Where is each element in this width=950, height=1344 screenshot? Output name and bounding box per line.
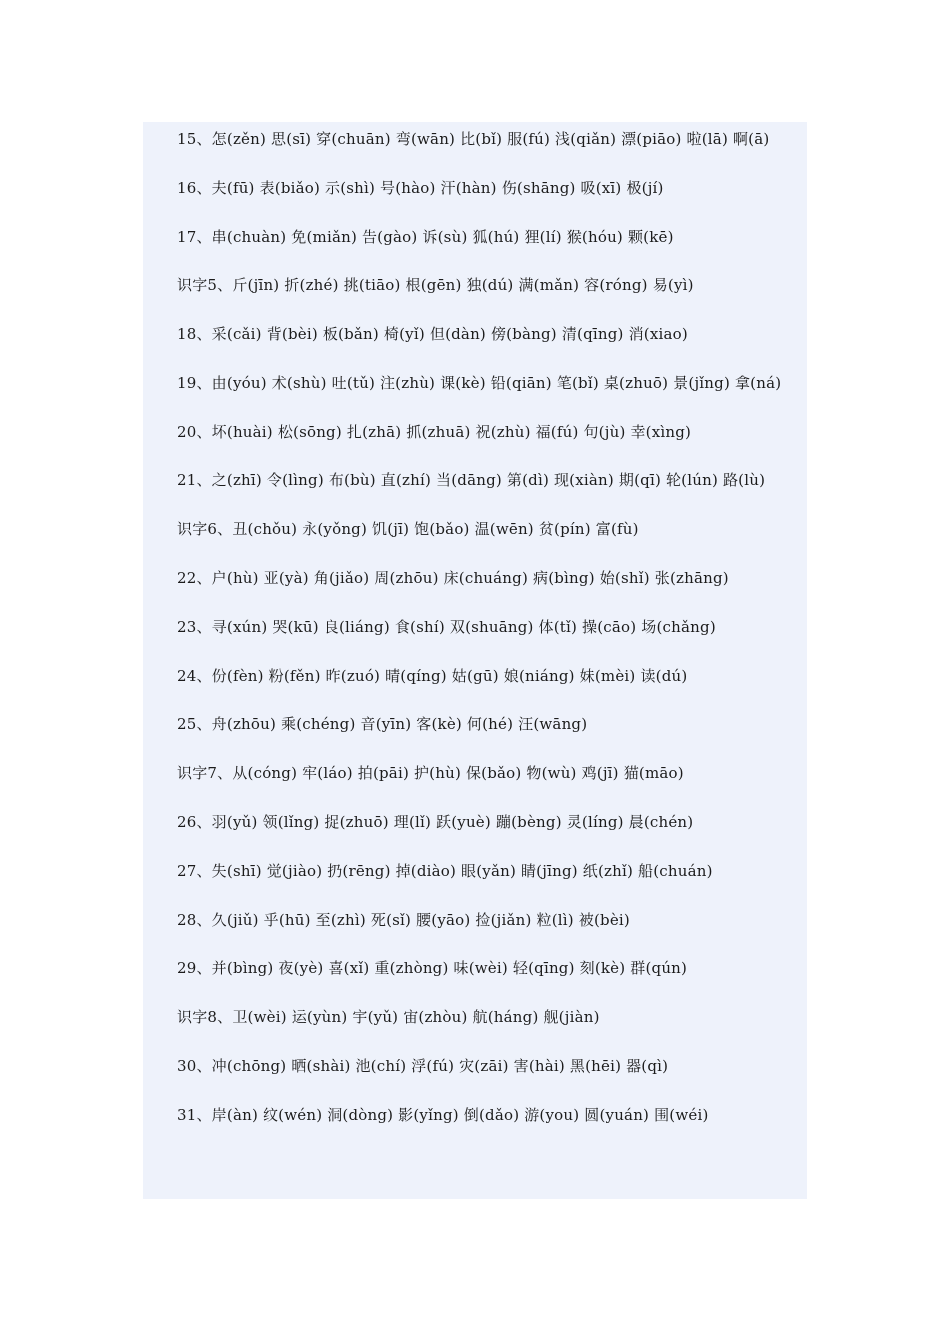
list-item: 18、采(cǎi) 背(bèi) 板(bǎn) 椅(yǐ) 但(dàn) 傍(bàng) 清(qīng) 消(xiao) bbox=[177, 325, 688, 344]
list-item: 16、夫(fū) 表(biǎo) 示(shì) 号(hào) 汗(hàn) 伤(shāng) 吸(xī) 极(jí) bbox=[177, 178, 664, 197]
list-item: 31、岸(àn) 纹(wén) 洞(dòng) 影(yǐng) 倒(dǎo) 游(you) 圆(yuán) 围(wéi) bbox=[177, 1105, 709, 1124]
list-item: 29、并(bìng) 夜(yè) 喜(xǐ) 重(zhòng) 味(wèi) 轻(qīng) 刻(kè) 群(qún) bbox=[177, 959, 688, 978]
list-item: 15、怎(zěn) 思(sī) 穿(chuān) 弯(wān) 比(bǐ) 服(fú) 浅(qiǎn) 漂(piāo) 啦(lā) 啊(ā) bbox=[177, 130, 770, 148]
list-item: 19、由(yóu) 术(shù) 吐(tǔ) 注(zhù) 课(kè) 铅(qiān) 笔(bǐ) 桌(zhuō) 景(jǐng) 拿(ná) bbox=[177, 373, 782, 392]
list-item: 26、羽(yǔ) 领(lǐng) 捉(zhuō) 理(lǐ) 跃(yuè) 蹦(bèng) 灵(líng) 晨(chén) bbox=[177, 812, 694, 831]
list-item: 识字6、丑(chǒu) 永(yǒng) 饥(jī) 饱(bǎo) 温(wēn) 贫(pín) 富(fù) bbox=[177, 520, 639, 539]
list-item: 23、寻(xún) 哭(kū) 良(liáng) 食(shí) 双(shuāng) 体(tǐ) 操(cāo) 场(chǎng) bbox=[177, 617, 716, 636]
list-item: 20、坏(huài) 松(sōng) 扎(zhā) 抓(zhuā) 祝(zhù) 福(fú) 句(jù) 幸(xìng) bbox=[177, 422, 692, 441]
list-item: 27、失(shī) 觉(jiào) 扔(rēng) 掉(diào) 眼(yǎn) 睛(jīng) 纸(zhǐ) 船(chuán) bbox=[177, 861, 713, 880]
list-item: 30、冲(chōng) 晒(shài) 池(chí) 浮(fú) 灾(zāi) 害(hài) 黑(hēi) 器(qì) bbox=[177, 1056, 669, 1075]
list-item: 21、之(zhī) 令(lìng) 布(bù) 直(zhí) 当(dāng) 第(dì) 现(xiàn) 期(qī) 轮(lún) 路(lù) bbox=[177, 471, 766, 490]
list-item: 识字5、斤(jīn) 折(zhé) 挑(tiāo) 根(gēn) 独(dú) 满(mǎn) 容(róng) 易(yì) bbox=[177, 276, 694, 295]
vocabulary-list bbox=[143, 127, 807, 1151]
list-item: 25、舟(zhōu) 乘(chéng) 音(yīn) 客(kè) 何(hé) 汪(wāng) bbox=[177, 715, 588, 734]
list-item: 22、户(hù) 亚(yà) 角(jiǎo) 周(zhōu) 床(chuáng) 病(bìng) 始(shǐ) 张(zhāng) bbox=[177, 569, 729, 588]
list-item: 17、串(chuàn) 免(miǎn) 告(gào) 诉(sù) 狐(hú) 狸(lí) 猴(hóu) 颗(kē) bbox=[177, 227, 674, 246]
list-item: 24、份(fèn) 粉(fěn) 昨(zuó) 晴(qíng) 姑(gū) 娘(niáng) 妹(mèi) 读(dú) bbox=[177, 666, 688, 685]
list-item: 28、久(jiǔ) 乎(hū) 至(zhì) 死(sǐ) 腰(yāo) 捡(jiǎn) 粒(lì) 被(bèi) bbox=[177, 910, 630, 929]
list-item: 识字7、从(cóng) 牢(láo) 拍(pāi) 护(hù) 保(bǎo) 物(wù) 鸡(jī) 猫(māo) bbox=[177, 764, 684, 783]
list-item: 识字8、卫(wèi) 运(yùn) 宇(yǔ) 宙(zhòu) 航(háng) 舰(jiàn) bbox=[177, 1008, 600, 1027]
